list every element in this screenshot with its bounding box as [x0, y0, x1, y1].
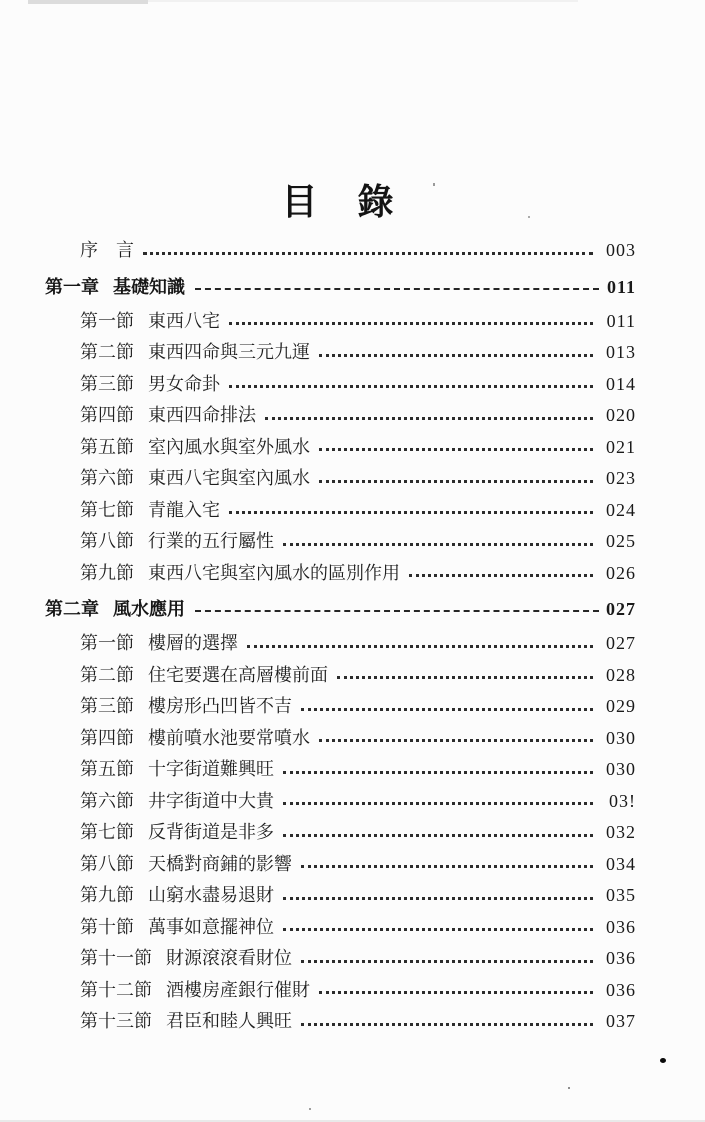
scan-speck — [309, 1108, 311, 1110]
dotted-leader — [409, 574, 593, 577]
entry-label: 第一節 — [80, 633, 134, 653]
entry-title: 反背街道是非多 — [148, 822, 274, 842]
entry-page-number: 003 — [606, 240, 636, 260]
entry-page-number: 035 — [606, 885, 636, 905]
toc-row-section — [0, 757, 636, 781]
toc-row-section — [0, 663, 636, 687]
dotted-leader — [319, 739, 593, 742]
toc-row-section — [0, 403, 636, 427]
toc-row-chapter — [0, 275, 636, 299]
entry-page-number: 014 — [606, 373, 636, 394]
entry-page-number: 037 — [606, 1011, 636, 1031]
dotted-leader — [319, 480, 593, 483]
entry-title: 基礎知識 — [113, 276, 185, 297]
entry-title: 井字街道中大貴 — [148, 790, 274, 811]
toc-row-section — [0, 372, 636, 396]
entry-label: 第三節 — [80, 373, 134, 394]
entry-title: 東西四命與三元九運 — [148, 342, 310, 362]
entry-title: 天橋對商鋪的影響 — [148, 853, 292, 874]
entry-title: 東西八宅與室內風水的區別作用 — [148, 562, 400, 583]
dotted-leader — [283, 771, 593, 774]
entry-page-number: 028 — [606, 664, 636, 685]
dotted-leader — [229, 322, 593, 325]
dotted-leader — [319, 448, 593, 451]
toc-row-section — [0, 883, 636, 907]
dotted-leader — [283, 802, 593, 805]
entry-page-number: 021 — [606, 436, 636, 457]
dotted-leader — [301, 1023, 593, 1026]
entry-label: 第九節 — [80, 885, 134, 905]
toc-row-section — [0, 915, 636, 939]
entry-label: 第五節 — [80, 436, 134, 457]
scan-artifact-topline — [148, 0, 578, 2]
entry-label: 第十三節 — [80, 1011, 152, 1031]
toc-row-section — [0, 631, 636, 655]
entry-title: 君臣和睦人興旺 — [166, 1011, 292, 1031]
entry-label: 第六節 — [80, 790, 134, 811]
toc-row-section — [0, 946, 636, 970]
entry-title: 東西八宅 — [148, 310, 220, 331]
entry-title: 東西四命排法 — [148, 405, 256, 425]
entry-label: 第一章 — [45, 276, 99, 297]
entry-label: 第九節 — [80, 562, 134, 583]
toc-row-section — [0, 309, 636, 333]
entry-label: 第二節 — [80, 664, 134, 685]
entry-title: 住宅要選在高層樓前面 — [148, 664, 328, 685]
toc-row-chapter — [0, 597, 636, 621]
entry-title: 十字街道難興旺 — [148, 759, 274, 779]
dotted-leader — [337, 676, 593, 679]
entry-page-number: 011 — [606, 276, 636, 297]
entry-page-number: 027 — [606, 633, 636, 653]
entry-label: 第十一節 — [80, 948, 152, 968]
entry-title: 酒樓房產銀行催財 — [166, 979, 310, 1000]
entry-page-number: 036 — [606, 979, 636, 1000]
toc-row-section — [0, 340, 636, 364]
entry-label: 第三節 — [80, 696, 134, 716]
dotted-leader — [283, 897, 593, 900]
entry-page-number: 013 — [606, 342, 636, 362]
entry-page-number: 026 — [606, 562, 636, 583]
dotted-leader — [247, 645, 593, 648]
entry-page-number: 036 — [606, 916, 636, 937]
entry-title: 樓房形凸凹皆不吉 — [148, 696, 292, 716]
dashed-leader — [195, 288, 599, 290]
entry-label: 第二章 — [45, 599, 99, 619]
entry-title: 樓前噴水池要常噴水 — [148, 727, 310, 748]
scan-ink-dot — [660, 1058, 666, 1063]
toc-row-section — [0, 852, 636, 876]
toc-row-front — [0, 238, 636, 262]
dotted-leader — [229, 511, 593, 514]
entry-label: 第八節 — [80, 853, 134, 874]
dotted-leader — [143, 252, 593, 255]
scan-speck — [568, 1087, 570, 1089]
toc-row-section — [0, 820, 636, 844]
dotted-leader — [301, 960, 593, 963]
toc-row-section — [0, 466, 636, 490]
toc-row-section — [0, 789, 636, 813]
entry-title: 男女命卦 — [148, 373, 220, 394]
entry-page-number: 020 — [606, 405, 636, 425]
entry-page-number: 024 — [606, 499, 636, 520]
dotted-leader — [301, 708, 593, 711]
dotted-leader — [283, 543, 593, 546]
entry-title: 行業的五行屬性 — [148, 531, 274, 551]
toc-row-section — [0, 726, 636, 750]
entry-title: 室內風水與室外風水 — [148, 436, 310, 457]
toc-list — [0, 238, 705, 1041]
entry-page-number: 030 — [606, 727, 636, 748]
entry-page-number: 029 — [606, 696, 636, 716]
entry-label: 第二節 — [80, 342, 134, 362]
entry-label: 第十二節 — [80, 979, 152, 1000]
entry-title: 山窮水盡易退財 — [148, 885, 274, 905]
entry-page-number: 025 — [606, 531, 636, 551]
toc-row-section — [0, 435, 636, 459]
toc-row-section — [0, 1009, 636, 1033]
entry-label: 第八節 — [80, 531, 134, 551]
dotted-leader — [301, 865, 593, 868]
entry-page-number: 011 — [606, 310, 636, 331]
toc-row-section — [0, 978, 636, 1002]
entry-title: 財源滾滾看財位 — [166, 948, 292, 968]
dotted-leader — [283, 834, 593, 837]
entry-title: 東西八宅與室內風水 — [148, 468, 310, 488]
entry-page-number: 036 — [606, 948, 636, 968]
dotted-leader — [319, 354, 593, 357]
dotted-leader — [283, 928, 593, 931]
entry-page-number: 023 — [606, 468, 636, 488]
entry-label: 第七節 — [80, 499, 134, 520]
dotted-leader — [319, 991, 593, 994]
toc-row-section — [0, 498, 636, 522]
toc-row-section — [0, 694, 636, 718]
entry-title: 風水應用 — [113, 599, 185, 619]
entry-page-number: 032 — [606, 822, 636, 842]
toc-row-section — [0, 561, 636, 585]
toc-row-section — [0, 529, 636, 553]
entry-label: 第五節 — [80, 759, 134, 779]
entry-page-number: 030 — [606, 759, 636, 779]
entry-label: 序 言 — [80, 240, 134, 260]
scan-artifact-bar — [28, 0, 148, 4]
entry-label: 第十節 — [80, 916, 134, 937]
entry-page-number: 027 — [606, 599, 636, 619]
entry-label: 第六節 — [80, 468, 134, 488]
entry-page-number: 03! — [609, 790, 636, 811]
dotted-leader — [265, 417, 593, 420]
entry-label: 第一節 — [80, 310, 134, 331]
entry-label: 第七節 — [80, 822, 134, 842]
entry-page-number: 034 — [606, 853, 636, 874]
entry-label: 第四節 — [80, 405, 134, 425]
dotted-leader — [229, 385, 593, 388]
entry-label: 第四節 — [80, 727, 134, 748]
page-title: 目 錄 — [281, 182, 396, 222]
entry-title: 樓層的選擇 — [148, 633, 238, 653]
entry-title: 青龍入宅 — [148, 499, 220, 520]
entry-title: 萬事如意擺神位 — [148, 916, 274, 937]
dashed-leader — [195, 610, 599, 612]
